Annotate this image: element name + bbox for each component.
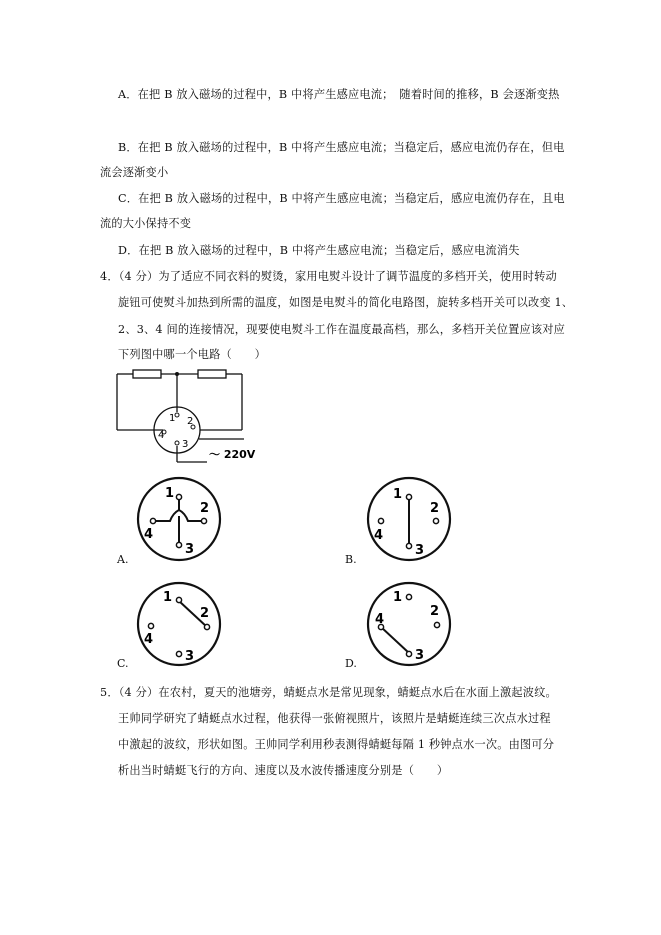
choice-a-terminal-3: 3 xyxy=(185,542,195,557)
choice-c-terminal-3: 3 xyxy=(185,649,195,664)
choice-d-label[interactable]: D. xyxy=(345,657,357,670)
choice-a-label[interactable]: A. xyxy=(117,553,129,566)
supply-voltage-label: ～ 220V xyxy=(209,448,256,461)
choice-b-terminal-3: 3 xyxy=(415,543,425,558)
q5-stem-line4: 析出当时蜻蜓飞行的方向、速度以及水波传播速度分别是（ ） xyxy=(118,764,449,777)
choice-a-terminal-1: 1 xyxy=(165,486,175,501)
q3-option-c-line2: 流的大小保持不变 xyxy=(100,217,192,230)
choice-a-dial xyxy=(136,476,222,562)
q4-stem-line3: 2、3、4 间的连接情况，现要使电熨斗工作在温度最高档，那么，多档开关位置应该对应 xyxy=(118,323,566,336)
resistor-left xyxy=(133,370,161,378)
choice-d-terminal-2: 2 xyxy=(430,604,440,619)
resistor-right xyxy=(198,370,226,378)
choice-c-label[interactable]: C. xyxy=(117,657,129,670)
circuit-diagram xyxy=(112,366,272,470)
q3-option-b-line1: B．在把 B 放入磁场的过程中，B 中将产生感应电流；当稳定后，感应电流仍存在，但电 xyxy=(118,141,565,154)
q4-stem-line1: 4．（4 分）为了适应不同衣料的熨烫，家用电熨斗设计了调节温度的多档开关，使用时转动 xyxy=(100,270,557,283)
circuit-terminal-4: 4 xyxy=(158,430,165,441)
circuit-terminal-1: 1 xyxy=(169,413,176,424)
circuit-terminal-2: 2 xyxy=(187,416,194,427)
q3-option-d: D．在把 B 放入磁场的过程中，B 中将产生感应电流；当稳定后，感应电流消失 xyxy=(118,244,520,257)
q4-stem-line4: 下列图中哪一个电路（ ） xyxy=(118,348,267,361)
choice-c-terminal-2: 2 xyxy=(200,606,210,621)
choice-d-terminal-1: 1 xyxy=(393,590,403,605)
choice-d-dial xyxy=(366,581,452,667)
q3-option-c-line1: C．在把 B 放入磁场的过程中，B 中将产生感应电流；当稳定后，感应电流仍存在，且电 xyxy=(118,192,565,205)
choice-a-terminal-4: 4 xyxy=(144,527,154,542)
choice-b-label[interactable]: B. xyxy=(345,553,357,566)
choice-d-terminal-3: 3 xyxy=(415,648,425,663)
q3-option-a: A．在把 B 放入磁场的过程中，B 中将产生感应电流； 随着时间的推移，B 会逐渐变热 xyxy=(118,88,560,101)
choice-b-terminal-4: 4 xyxy=(374,528,384,543)
choice-b-dial xyxy=(366,476,452,562)
q5-stem-line3: 中激起的波纹，形状如图。王帅同学利用秒表测得蜻蜓每隔 1 秒钟点水一次。由图可分 xyxy=(118,738,555,751)
circuit-terminal-3: 3 xyxy=(182,439,189,450)
choice-a-terminal-2: 2 xyxy=(200,501,210,516)
choice-c-dial xyxy=(136,581,222,667)
q5-stem-line1: 5．（4 分）在农村，夏天的池塘旁，蜻蜓点水是常见现象，蜻蜓点水后在水面上激起波纹。 xyxy=(100,686,557,699)
choice-b-terminal-2: 2 xyxy=(430,501,440,516)
q4-stem-line2: 旋钮可使熨斗加热到所需的温度，如图是电熨斗的简化电路图，旋转多档开关可以改变 1、 xyxy=(118,296,574,309)
choice-d-terminal-4: 4 xyxy=(375,612,385,627)
q3-option-b-line2: 流会逐渐变小 xyxy=(100,166,169,179)
choice-c-terminal-4: 4 xyxy=(144,632,154,647)
choice-b-terminal-1: 1 xyxy=(393,487,403,502)
choice-c-terminal-1: 1 xyxy=(163,590,173,605)
q5-stem-line2: 王帅同学研究了蜻蜓点水过程，他获得一张俯视照片，该照片是蜻蜓连续三次点水过程 xyxy=(118,712,551,725)
